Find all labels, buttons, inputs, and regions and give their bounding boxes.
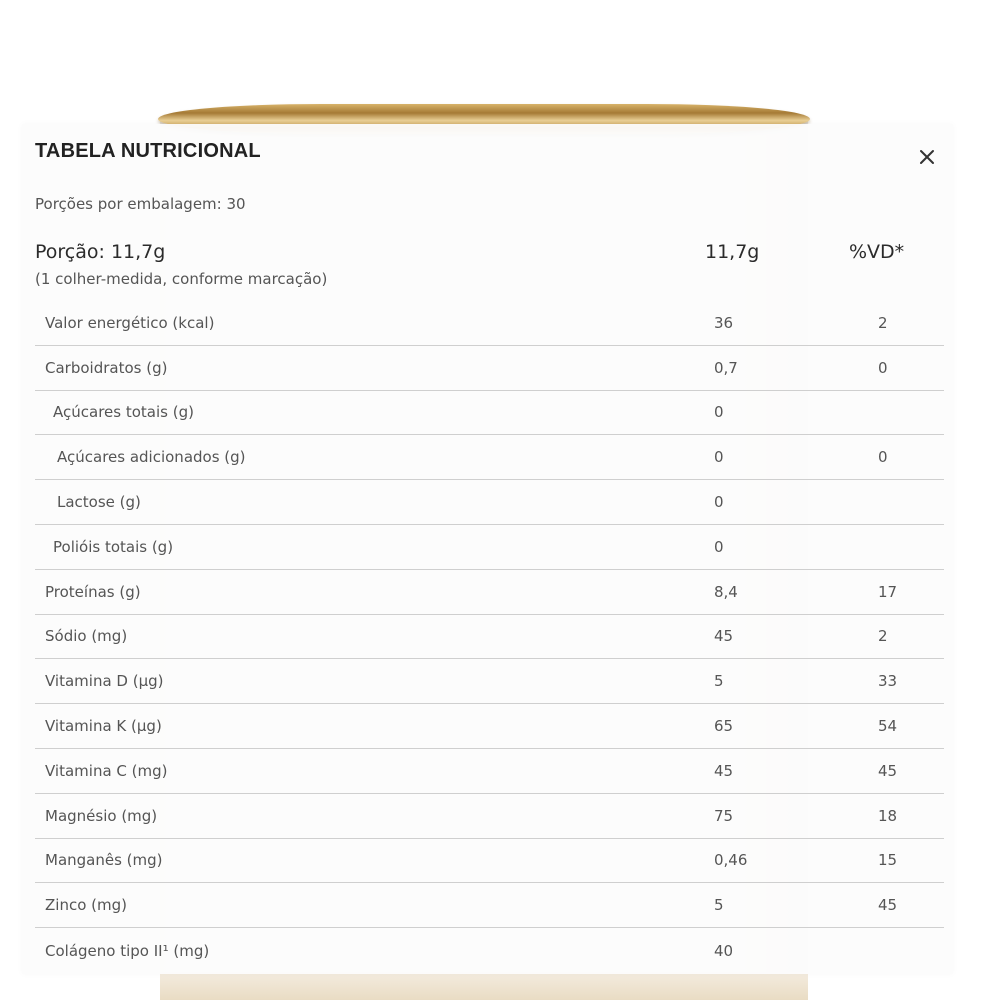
nutrient-name: Vitamina C (mg): [45, 761, 168, 780]
nutrient-daily-value: 33: [878, 672, 898, 691]
nutrient-daily-value: 0: [878, 448, 888, 467]
nutrient-daily-value: 45: [878, 761, 898, 780]
column-header-amount: 11,7g: [705, 241, 760, 263]
nutrition-table: [35, 301, 944, 973]
table-row: [35, 883, 944, 928]
nutrient-name: Lactose (g): [57, 493, 141, 512]
nutrient-name: Magnésio (mg): [45, 806, 158, 825]
portion-label: Porção: 11,7g: [35, 241, 166, 263]
nutrient-daily-value: 0: [878, 358, 888, 377]
column-header-daily-value: %VD*: [849, 241, 905, 263]
nutrient-name: Manganês (mg): [45, 851, 163, 870]
nutrient-name: Açúcares totais (g): [53, 403, 194, 422]
nutrient-daily-value: 2: [878, 627, 888, 646]
table-row: [35, 346, 944, 391]
nutrient-amount: 0,46: [714, 851, 748, 870]
nutrient-amount: 0: [714, 537, 724, 556]
nutrient-daily-value: 54: [878, 717, 898, 736]
nutrient-daily-value: 45: [878, 896, 898, 915]
nutrient-amount: 40: [714, 941, 734, 960]
modal-title: TABELA NUTRICIONAL: [35, 140, 261, 162]
nutrient-daily-value: 15: [878, 851, 898, 870]
table-row: [35, 839, 944, 884]
nutrient-amount: 0: [714, 448, 724, 467]
table-row: [35, 391, 944, 436]
portion-description: (1 colher-medida, conforme marcação): [35, 270, 328, 288]
nutrient-amount: 36: [714, 313, 734, 332]
nutrition-modal: [22, 124, 953, 974]
nutrient-amount: 65: [714, 717, 734, 736]
nutrient-amount: 75: [714, 806, 734, 825]
nutrient-name: Colágeno tipo II¹ (mg): [45, 941, 210, 960]
nutrient-daily-value: 17: [878, 582, 898, 601]
nutrient-name: Carboidratos (g): [45, 358, 168, 377]
table-row: [35, 301, 944, 346]
table-row: [35, 570, 944, 615]
nutrient-amount: 0: [714, 403, 724, 422]
nutrient-name: Proteínas (g): [45, 582, 141, 601]
servings-per-package: Porções por embalagem: 30: [35, 195, 246, 213]
nutrient-daily-value: 2: [878, 313, 888, 332]
nutrient-name: Vitamina K (µg): [45, 717, 162, 736]
nutrient-name: Valor energético (kcal): [45, 313, 215, 332]
close-icon: [915, 145, 939, 169]
nutrient-name: Sódio (mg): [45, 627, 128, 646]
nutrient-amount: 5: [714, 896, 724, 915]
table-row: [35, 749, 944, 794]
nutrient-name: Zinco (mg): [45, 896, 127, 915]
nutrient-amount: 45: [714, 627, 734, 646]
nutrient-amount: 8,4: [714, 582, 738, 601]
table-row: [35, 525, 944, 570]
table-row: [35, 435, 944, 480]
nutrient-name: Açúcares adicionados (g): [57, 448, 246, 467]
nutrient-amount: 0,7: [714, 358, 738, 377]
table-row: [35, 659, 944, 704]
nutrient-name: Polióis totais (g): [53, 537, 174, 556]
nutrient-amount: 0: [714, 493, 724, 512]
table-row: [35, 928, 944, 973]
nutrient-name: Vitamina D (µg): [45, 672, 164, 691]
nutrient-amount: 5: [714, 672, 724, 691]
table-row: [35, 704, 944, 749]
table-row: [35, 480, 944, 525]
product-can-base: [160, 972, 808, 1000]
table-row: [35, 794, 944, 839]
close-button[interactable]: [915, 145, 939, 169]
table-row: [35, 615, 944, 660]
nutrient-daily-value: 18: [878, 806, 898, 825]
nutrient-amount: 45: [714, 761, 734, 780]
